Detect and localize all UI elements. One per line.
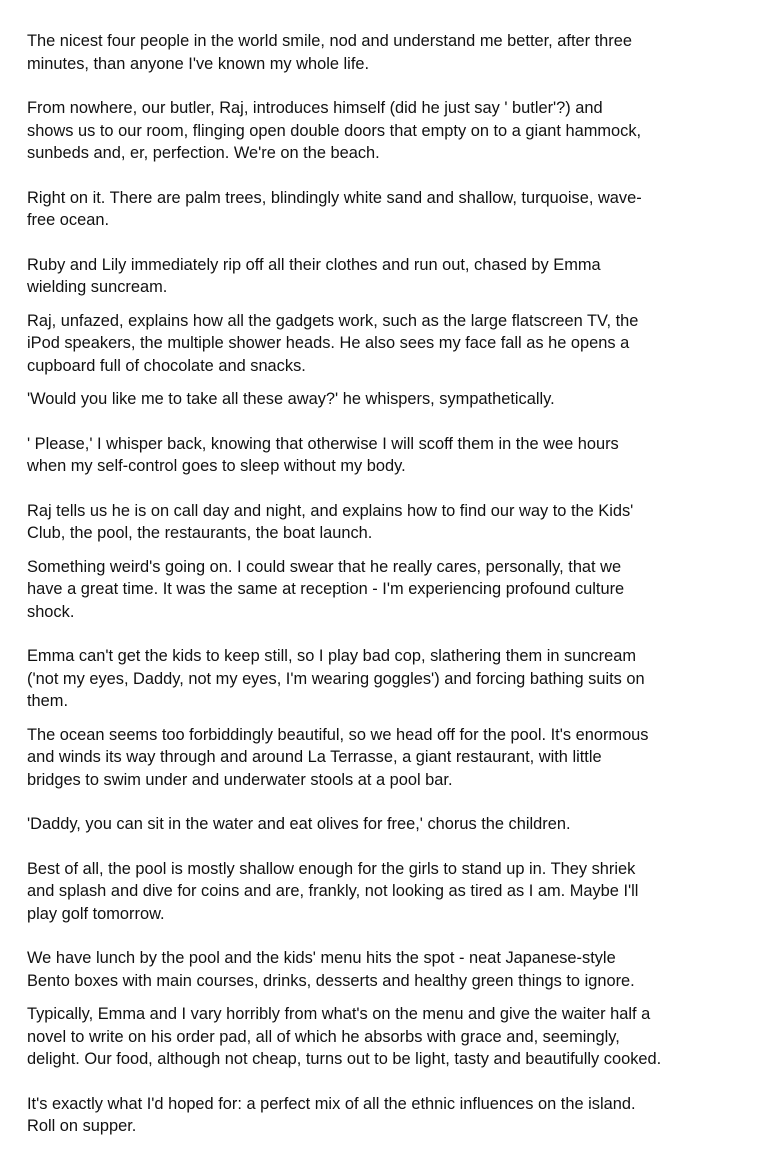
text-line: when my self-control goes to sleep without my body. bbox=[27, 457, 406, 475]
paragraph bbox=[27, 724, 745, 792]
text-line: Ruby and Lily immediately rip off all their clothes and run out, chased by Emma bbox=[27, 255, 601, 274]
text-line: shock. bbox=[27, 602, 75, 621]
text-line: Typically, Emma and I vary horribly from what's on the menu and give the waiter half a bbox=[27, 1005, 651, 1023]
text-line: ' Please,' I whisper back, knowing that otherwise I will scoff them in the wee hours bbox=[27, 434, 619, 453]
text-line: Something weird's going on. I could swear that he really cares, personally, that we bbox=[27, 557, 622, 576]
text-line: delight. Our food, although not cheap, turns out to be light, tasty and beautifully cooked. bbox=[27, 1050, 662, 1068]
text-line: Emma can't get the kids to keep still, so I play bad cop, slathering them in suncream bbox=[27, 647, 636, 665]
text-line: wielding suncream. bbox=[27, 278, 168, 296]
text-line: novel to write on his order pad, all of which he absorbs with grace and, seemingly, bbox=[27, 1027, 620, 1046]
paragraph bbox=[27, 556, 745, 624]
text-line: Roll on supper. bbox=[27, 1117, 137, 1135]
paragraph bbox=[27, 310, 745, 378]
paragraph bbox=[27, 187, 745, 232]
text-line: It's exactly what I'd hoped for: a perfect mix of all the ethnic influences on the island. bbox=[27, 1094, 636, 1113]
paragraph bbox=[27, 97, 745, 165]
text-line: play golf tomorrow. bbox=[27, 904, 165, 923]
article-body bbox=[27, 30, 745, 1138]
paragraph bbox=[27, 813, 745, 836]
paragraph bbox=[27, 30, 745, 75]
paragraph bbox=[27, 947, 745, 992]
text-line: minutes, than anyone I've known my whole life. bbox=[27, 54, 370, 73]
text-line: 'Daddy, you can sit in the water and eat olives for free,' chorus the children. bbox=[27, 815, 571, 833]
paragraph bbox=[27, 1093, 745, 1138]
text-line: bridges to swim under and underwater stools at a pool bar. bbox=[27, 770, 453, 789]
text-line: have a great time. It was the same at reception - I'm experiencing profound culture bbox=[27, 580, 625, 598]
paragraph bbox=[27, 858, 745, 926]
text-line: free ocean. bbox=[27, 211, 110, 229]
text-line: Right on it. There are palm trees, blindingly white sand and shallow, turquoise, wave- bbox=[27, 188, 642, 207]
text-line: sunbeds and, er, perfection. We're on the beach. bbox=[27, 144, 380, 162]
text-line: and splash and dive for coins and are, frankly, not looking as tired as I am. Maybe I'll bbox=[27, 882, 639, 900]
text-line: and winds its way through and around La Terrasse, a giant restaurant, with little bbox=[27, 748, 602, 766]
text-line: Raj, unfazed, explains how all the gadgets work, such as the large flatscreen TV, the bbox=[27, 311, 639, 330]
text-line: The ocean seems too forbiddingly beautiful, so we head off for the pool. It's enormous bbox=[27, 725, 649, 744]
text-line: them. bbox=[27, 692, 68, 710]
text-line: iPod speakers, the multiple shower heads. He also sees my face fall as he opens a bbox=[27, 334, 630, 352]
paragraph bbox=[27, 433, 745, 478]
text-line: ('not my eyes, Daddy, not my eyes, I'm wearing goggles') and forcing bathing suits on bbox=[27, 669, 645, 688]
paragraph bbox=[27, 645, 745, 713]
paragraph bbox=[27, 1003, 745, 1071]
text-line: The nicest four people in the world smile, nod and understand me better, after three bbox=[27, 32, 632, 50]
text-line: From nowhere, our butler, Raj, introduces himself (did he just say ' butler'?) and bbox=[27, 99, 603, 117]
text-line: Club, the pool, the restaurants, the boat launch. bbox=[27, 524, 373, 542]
text-line: Best of all, the pool is mostly shallow enough for the girls to stand up in. They shriek bbox=[27, 859, 636, 878]
paragraph bbox=[27, 500, 745, 545]
text-line: Bento boxes with main courses, drinks, desserts and healthy green things to ignore. bbox=[27, 971, 635, 990]
text-line: shows us to our room, flinging open double doors that empty on to a giant hammock, bbox=[27, 121, 642, 140]
text-line: Raj tells us he is on call day and night, and explains how to find our way to the Kids' bbox=[27, 501, 634, 520]
paragraph bbox=[27, 388, 745, 411]
text-line: 'Would you like me to take all these away?' he whispers, sympathetically. bbox=[27, 390, 555, 408]
paragraph bbox=[27, 254, 745, 299]
text-line: cupboard full of chocolate and snacks. bbox=[27, 356, 306, 375]
text-line: We have lunch by the pool and the kids' menu hits the spot - neat Japanese-style bbox=[27, 949, 616, 967]
